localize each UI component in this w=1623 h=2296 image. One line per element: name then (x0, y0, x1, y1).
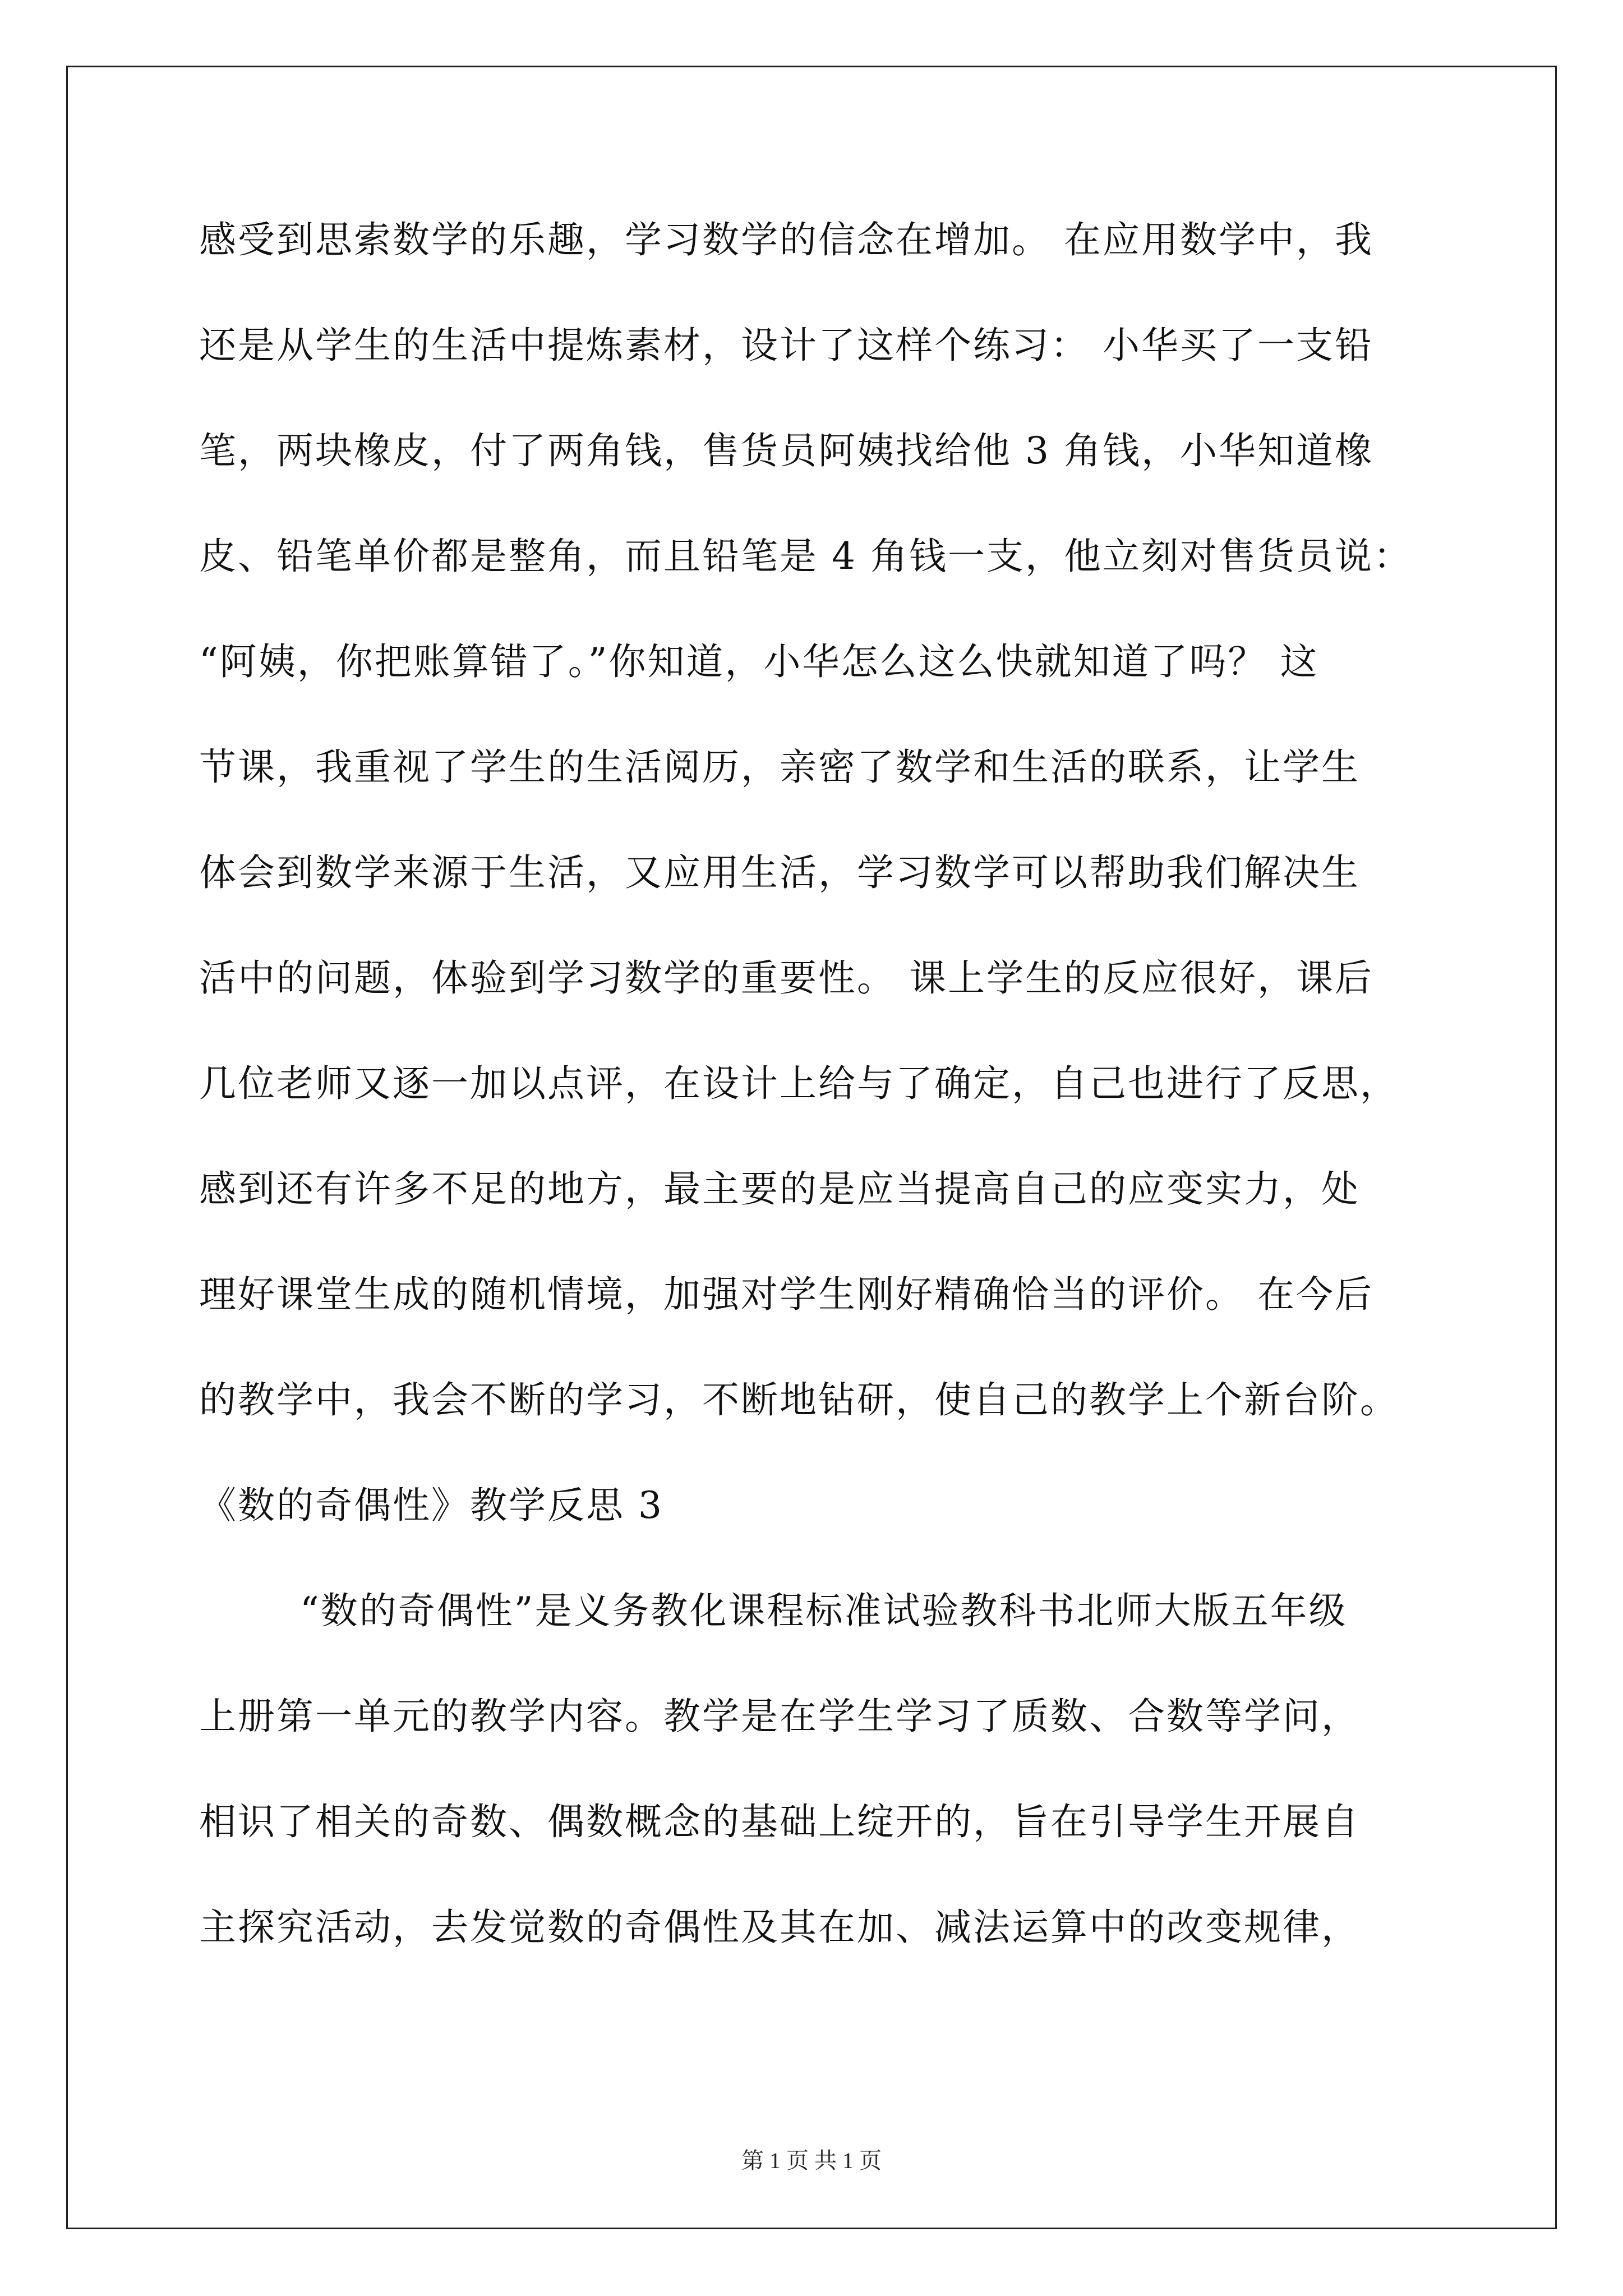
document-body (199, 218, 1433, 2014)
text-line: 几位老师又逐一加以点评，在设计上给与了确定，自己也进行了反思， (199, 1062, 1399, 1105)
text-line: 笔，两块橡皮，付了两角钱，售货员阿姨找给他 3 角钱，小华知道橡 (199, 429, 1373, 472)
text-line: 活中的问题，体验到学习数学的重要性。 课上学生的反应很好，课后 (199, 956, 1373, 1000)
text-line: 理好课堂生成的随机情境，加强对学生刚好精确恰当的评价。 在今后 (199, 1273, 1373, 1316)
text-line: 的教学中，我会不断的学习，不断地钻研，使自己的教学上个新台阶。 (199, 1378, 1399, 1421)
text-line: 体会到数学来源于生活，又应用生活，学习数学可以帮助我们解决生 (199, 851, 1360, 894)
text-line: 感到还有许多不足的地方，最主要的是应当提高自己的应变实力，处 (199, 1167, 1360, 1211)
text-line: 还是从学生的生活中提炼素材，设计了这样个练习： 小华买了一支铅 (199, 324, 1373, 367)
text-line: 上册第一单元的教学内容。教学是在学生学习了质数、合数等学问， (199, 1695, 1360, 1738)
text-line: 相识了相关的奇数、偶数概念的基础上绽开的，旨在引导学生开展自 (199, 1800, 1360, 1843)
text-line: 感受到思索数学的乐趣，学习数学的信念在增加。 在应用数学中，我 (199, 218, 1373, 261)
text-line: 皮、铅笔单价都是整角，而且铅笔是 4 角钱一支，他立刻对售货员说： (199, 535, 1412, 578)
text-line: 节课，我重视了学生的生活阅历，亲密了数学和生活的联系，让学生 (199, 746, 1360, 789)
text-line: “阿姨，你把账算错了。”你知道，小华怎么这么快就知道了吗？ 这 (199, 640, 1319, 683)
text-line: “数的奇偶性”是义务教化课程标准试验教科书北师大版五年级 (300, 1589, 1348, 1632)
section-heading: 《数的奇偶性》教学反思 3 (199, 1484, 663, 1527)
page-footer: 第 1 页 共 1 页 (741, 2148, 882, 2173)
text-line: 主探究活动，去发觉数的奇偶性及其在加、减法运算中的改变规律， (199, 1906, 1360, 1949)
